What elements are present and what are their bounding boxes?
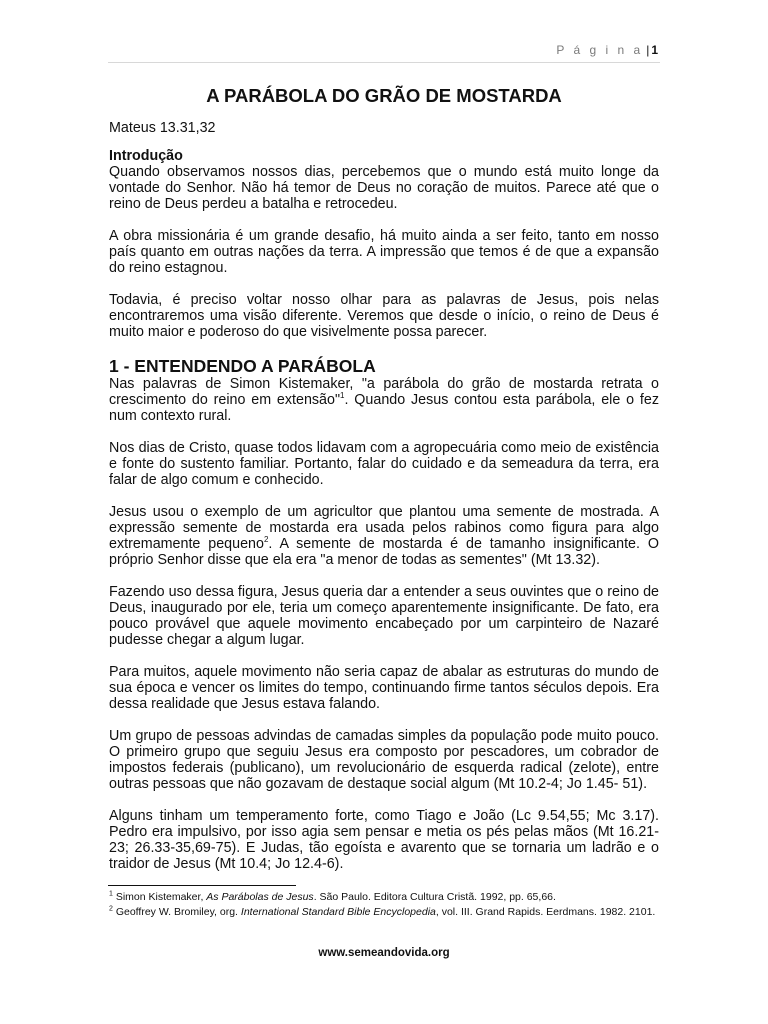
- footnote-text: . São Paulo. Editora Cultura Cristã. 1992, pp. 65,66.: [313, 891, 556, 903]
- page-separator: |: [646, 43, 650, 57]
- footnote-1: [109, 890, 664, 905]
- section-paragraph-6: Um grupo de pessoas advindas de camadas simples da população pode muito pouco. O primeiro grupo que seguiu Jesus era composto por pescadores, um cobrador de impostos federais (publicano), um revolucionário de esquerda radical (zelote), entre outras pessoas que não gozavam de destaque social algum (Mt 10.2-4; Jo 1.45- 51).: [109, 728, 659, 792]
- scripture-reference: Mateus 13.31,32: [109, 120, 216, 136]
- section-paragraph-2: Nos dias de Cristo, quase todos lidavam com a agropecuária como meio de existência e fonte do sustento familiar. Portanto, falar do cuidado e da semeadura da terra, era falar de algo comum e conhecido.: [109, 440, 659, 488]
- page-header: [556, 43, 658, 57]
- section-paragraph-4: Fazendo uso dessa figura, Jesus queria dar a entender a seus ouvintes que o reino de Deus, inaugurado por ele, teria um começo aparentemente insignificante. De fato, era pouco provável que aquele movimento encabeçado por um carpinteiro de Nazaré pudesse chegar a algum lugar.: [109, 584, 659, 648]
- section-paragraph-3: [109, 504, 659, 568]
- page-number: 1: [651, 43, 658, 57]
- footnote-marker-2[interactable]: 2: [263, 535, 269, 545]
- footnote-number: 2: [109, 905, 113, 913]
- section-paragraph-1: [109, 376, 659, 424]
- intro-paragraph-2: A obra missionária é um grande desafio, há muito ainda a ser feito, tanto em nosso país quanto em outras nações da terra. A impressão que temos é de que a expansão do reino estagnou.: [109, 228, 659, 276]
- intro-paragraph-3: Todavia, é preciso voltar nosso olhar para as palavras de Jesus, pois nelas encontraremos uma visão diferente. Veremos que desde o início, o reino de Deus é muito maior e poderoso do que visivelmente possa parecer.: [109, 292, 659, 340]
- document-body: [109, 84, 659, 888]
- section-paragraph-5: Para muitos, aquele movimento não seria capaz de abalar as estruturas do mundo de sua época e vencer os limites do tempo, continuando firme tantos séculos depois. Era dessa realidade que Jesus estava falando.: [109, 664, 659, 712]
- footnote-divider: [108, 885, 296, 886]
- footer-website-link[interactable]: www.semeandovida.org: [318, 947, 450, 959]
- footnote-text: Geoffrey W. Bromiley, org.: [115, 906, 241, 918]
- intro-paragraph-1: [109, 148, 659, 212]
- paragraph-text: Jesus usou o exemplo de um agricultor que plantou uma semente de mostrada. A expressão semente de mostarda era usada pelos rabinos como figura para algo extremamente pequeno: [109, 504, 659, 552]
- footnote-marker-1[interactable]: 1: [340, 391, 345, 401]
- footnotes: [109, 890, 664, 920]
- footnote-2: [109, 905, 664, 920]
- footnote-book-title: As Parábolas de Jesus: [206, 891, 314, 903]
- footnote-text: Simon Kistemaker,: [115, 891, 207, 903]
- paragraph-text: . Quando Jesus contou esta parábola, ele o fez num contexto rural.: [109, 392, 659, 424]
- footnote-book-title: International Standard Bible Encyclopedia: [240, 906, 436, 918]
- footnote-number: 1: [109, 890, 113, 898]
- section-paragraph-7: Alguns tinham um temperamento forte, como Tiago e João (Lc 9.54,55; Mc 3.17). Pedro era impulsivo, por isso agia sem pensar e metia os pés pelas mãos (Mt 16.21-23; 26.33-35,69-75). E Judas, tão egoísta e avarento que se tornaria um ladrão e o traidor de Jesus (Mt 10.4; Jo 12.4-6).: [109, 808, 659, 872]
- intro-text-1: Quando observamos nossos dias, percebemos que o mundo está muito longe da vontade do Senhor. Não há temor de Deus no coração de muitos. Parece até que o reino de Deus perdeu a batalha e retrocedeu.: [109, 164, 659, 212]
- page-label: P á g i n a: [556, 43, 644, 57]
- paragraph-text: Nas palavras de Simon Kistemaker, "a parábola do grão de mostarda retrata o crescimento do reino em extensão": [109, 376, 659, 408]
- intro-heading: Introdução: [109, 148, 183, 164]
- paragraph-text: . A semente de mostarda é de tamanho insignificante. O próprio Senhor disse que ela era "a menor de todas as sementes" (Mt 13.32).: [109, 536, 659, 568]
- header-divider: [108, 62, 660, 63]
- footnote-text: , vol. III. Grand Rapids. Eerdmans. 1982. 2101.: [435, 906, 656, 918]
- document-title: A PARÁBOLA DO GRÃO DE MOSTARDA: [206, 85, 562, 106]
- section-heading: 1 - ENTENDENDO A PARÁBOLA: [109, 356, 376, 376]
